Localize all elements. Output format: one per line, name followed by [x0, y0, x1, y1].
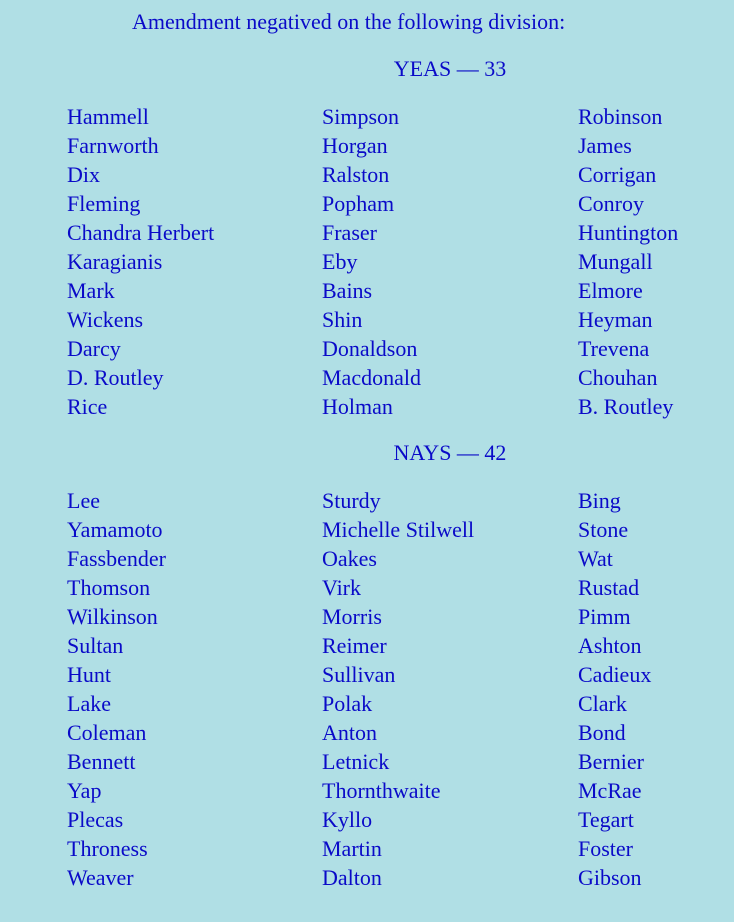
yeas-member: Ralston — [322, 162, 390, 187]
yeas-member: Chouhan — [578, 365, 658, 390]
yeas-member: Karagianis — [67, 249, 163, 274]
yeas-title: YEAS — 33 — [393, 56, 507, 81]
nays-member: Reimer — [322, 633, 387, 658]
yeas-member: Macdonald — [322, 365, 421, 390]
nays-member: Gibson — [578, 865, 642, 890]
yeas-member: Popham — [322, 191, 395, 216]
yeas-member: Conroy — [578, 191, 644, 216]
yeas-member: Wickens — [67, 307, 144, 332]
yeas-member: Hammell — [67, 104, 149, 129]
yeas-member: Darcy — [67, 336, 121, 361]
nays-member: Ashton — [578, 633, 642, 658]
yeas-member: Huntington — [578, 220, 679, 245]
yeas-member: Fleming — [67, 191, 141, 216]
nays-member: Anton — [322, 720, 377, 745]
nays-member: Throness — [67, 836, 148, 861]
nays-member: Plecas — [67, 807, 124, 832]
yeas-member: Trevena — [578, 336, 650, 361]
yeas-member: Dix — [67, 162, 100, 187]
nays-member: Clark — [578, 691, 627, 716]
nays-member: Wilkinson — [67, 604, 158, 629]
nays-member: Letnick — [322, 749, 390, 774]
nays-member: Yamamoto — [67, 517, 163, 542]
yeas-member: Simpson — [322, 104, 400, 129]
division-heading: Amendment negatived on the following division: — [132, 9, 566, 34]
nays-member: Yap — [67, 778, 102, 803]
yeas-member: Chandra Herbert — [67, 220, 215, 245]
yeas-member: B. Routley — [578, 394, 674, 419]
nays-member: Bing — [578, 488, 621, 513]
nays-member: Polak — [322, 691, 373, 716]
nays-member: Sullivan — [322, 662, 396, 687]
nays-member: Cadieux — [578, 662, 652, 687]
nays-member: Sturdy — [322, 488, 381, 513]
yeas-member: Rice — [67, 394, 108, 419]
yeas-member: Eby — [322, 249, 358, 274]
yeas-member: Horgan — [322, 133, 388, 158]
yeas-column-1 — [67, 102, 214, 421]
yeas-member: D. Routley — [67, 365, 164, 390]
yeas-member: Elmore — [578, 278, 643, 303]
nays-member: Dalton — [322, 865, 382, 890]
nays-member: Fassbender — [67, 546, 166, 571]
yeas-member: Shin — [322, 307, 363, 332]
yeas-member: Corrigan — [578, 162, 657, 187]
nays-column-2 — [322, 486, 474, 892]
nays-member: Morris — [322, 604, 382, 629]
nays-column-3 — [578, 486, 651, 892]
nays-column-1 — [67, 486, 166, 892]
nays-member: Michelle Stilwell — [322, 517, 475, 542]
yeas-member: Bains — [322, 278, 373, 303]
nays-member: McRae — [578, 778, 642, 803]
yeas-member: Mungall — [578, 249, 653, 274]
yeas-column-3 — [578, 102, 678, 421]
nays-member: Sultan — [67, 633, 124, 658]
nays-member: Weaver — [67, 865, 134, 890]
nays-member: Tegart — [578, 807, 634, 832]
yeas-member: James — [578, 133, 632, 158]
nays-member: Virk — [322, 575, 362, 600]
nays-member: Thornthwaite — [322, 778, 441, 803]
nays-member: Hunt — [67, 662, 111, 687]
nays-member: Lee — [67, 488, 100, 513]
yeas-member: Robinson — [578, 104, 663, 129]
yeas-member: Farnworth — [67, 133, 159, 158]
nays-member: Martin — [322, 836, 382, 861]
nays-member: Coleman — [67, 720, 147, 745]
yeas-member: Mark — [67, 278, 115, 303]
nays-member: Rustad — [578, 575, 640, 600]
nays-member: Foster — [578, 836, 633, 861]
yeas-member: Fraser — [322, 220, 377, 245]
yeas-member: Donaldson — [322, 336, 418, 361]
nays-member: Oakes — [322, 546, 377, 571]
nays-member: Bennett — [67, 749, 136, 774]
nays-member: Wat — [578, 546, 613, 571]
nays-member: Thomson — [67, 575, 151, 600]
nays-member: Bond — [578, 720, 626, 745]
nays-member: Lake — [67, 691, 111, 716]
nays-title: NAYS — 42 — [393, 440, 507, 465]
nays-member: Stone — [578, 517, 629, 542]
nays-member: Pimm — [578, 604, 631, 629]
nays-member: Bernier — [578, 749, 644, 774]
nays-member: Kyllo — [322, 807, 373, 832]
yeas-member: Heyman — [578, 307, 653, 332]
yeas-column-2 — [322, 102, 421, 421]
yeas-member: Holman — [322, 394, 393, 419]
